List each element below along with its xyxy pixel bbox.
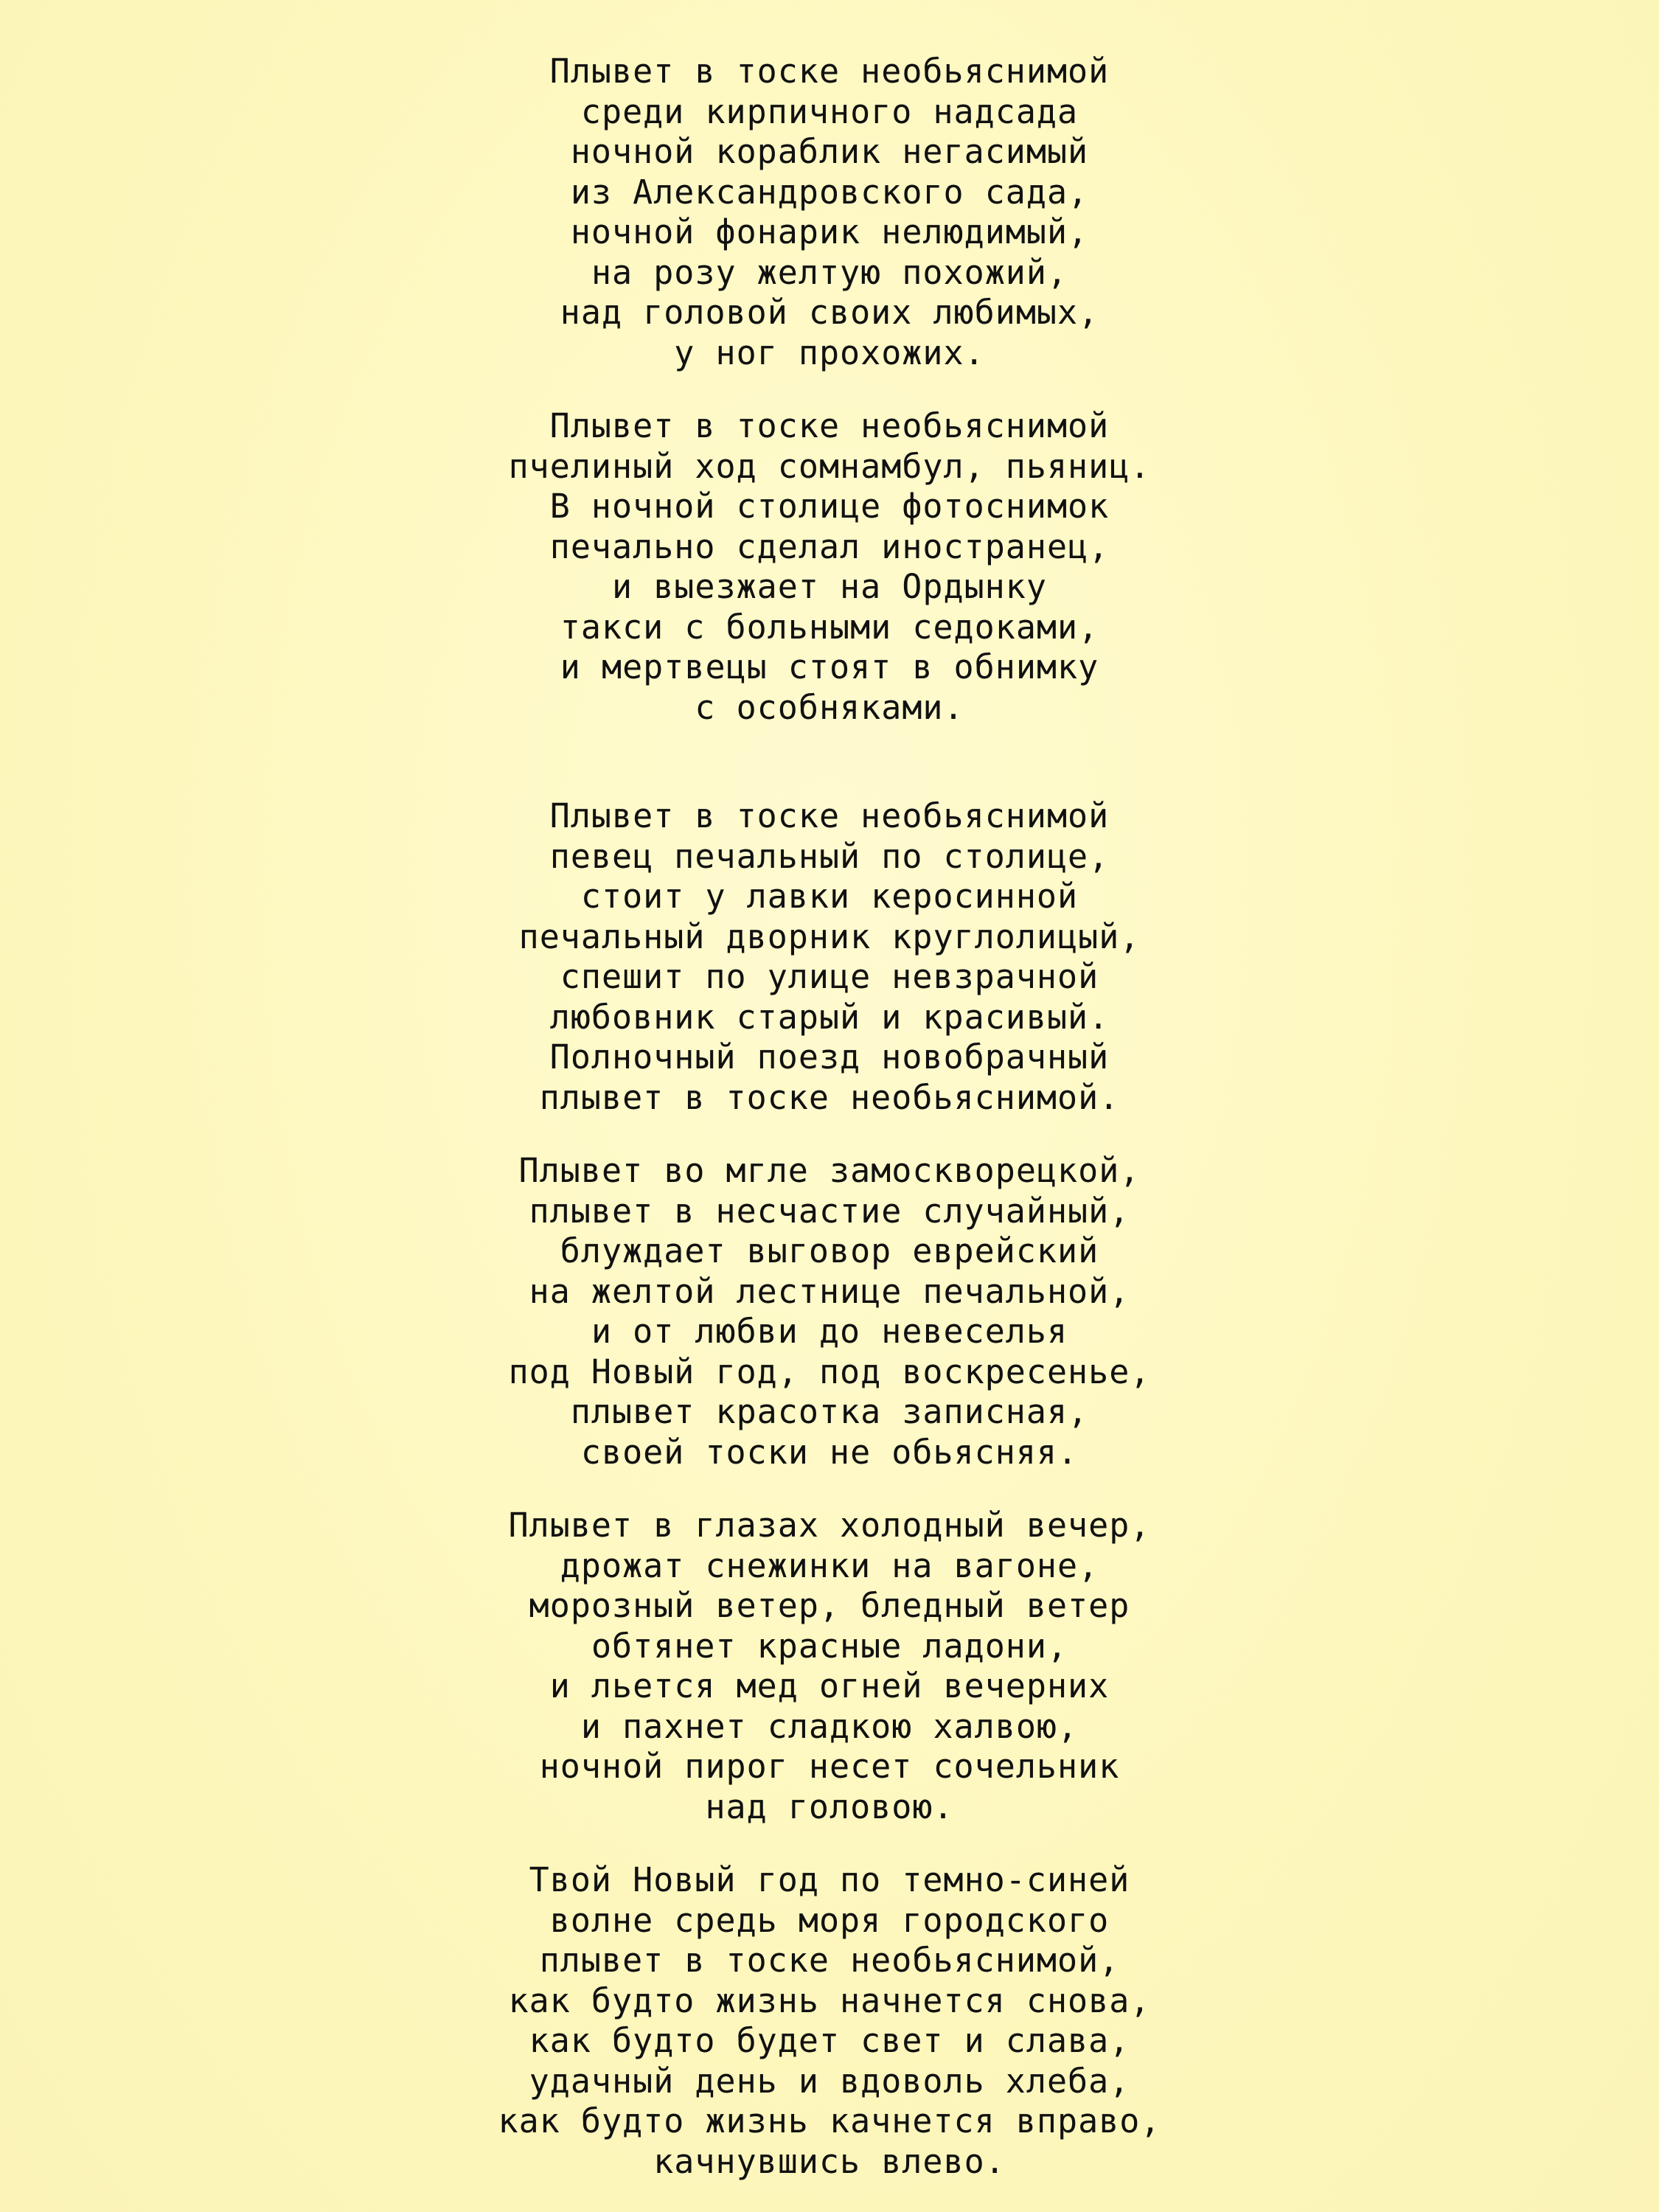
poem-line: стоит у лавки керосинной (580, 877, 1079, 916)
poem-line: плывет в несчастие случайный, (529, 1191, 1130, 1231)
poem-line: печальный дворник круглолицый, (518, 917, 1141, 956)
poem (0, 52, 1659, 2182)
poem-line: волне средь моря городского (549, 1900, 1110, 1940)
poem-line: и выезжает на Ордынку (612, 567, 1047, 606)
poem-line: на желтой лестнице печальной, (529, 1271, 1130, 1311)
poem-line: с особняками. (695, 687, 964, 727)
poem-line: у ног прохожих. (674, 333, 985, 372)
poem-line: удачный день и вдоволь хлеба, (529, 2061, 1130, 2101)
poem-line: блуждает выговор еврейский (560, 1231, 1099, 1270)
poem-line: В ночной столице фотоснимок (549, 487, 1110, 526)
stanza-3 (0, 796, 1659, 1118)
poem-line: Плывет в глазах холодный вечер, (508, 1506, 1151, 1545)
poem-line: под Новый год, под воскресенье, (508, 1352, 1151, 1391)
poem-line: ночной пирог несет сочельник (539, 1747, 1120, 1786)
stanza-6 (0, 1860, 1659, 2182)
poem-line: плывет в тоске необьяснимой, (539, 1941, 1120, 1980)
poem-line: среди кирпичного надсада (580, 91, 1079, 131)
stanza-2 (0, 406, 1659, 728)
poem-line: и льется мед огней вечерних (549, 1666, 1110, 1705)
poem-line: певец печальный по столице, (549, 836, 1110, 876)
poem-line: Плывет во мгле замоскворецкой, (518, 1151, 1141, 1190)
poem-line: Плывет в тоске необьяснимой (549, 52, 1110, 91)
stanza-1 (0, 52, 1659, 373)
poem-line: как будто жизнь начнется снова, (508, 1980, 1151, 2020)
poem-line: над головою. (705, 1787, 954, 1826)
poem-line: и от любви до невеселья (591, 1312, 1068, 1351)
poem-line: Полночный поезд новобрачный (549, 1037, 1110, 1077)
poem-line: пчелиный ход сомнамбул, пьяниц. (508, 446, 1151, 486)
poem-line: такси с больными седоками, (560, 607, 1099, 647)
poem-line: любовник старый и красивый. (549, 997, 1110, 1037)
poem-line: из Александровского сада, (570, 172, 1089, 212)
poem-line: Твой Новый год по темно-синей (529, 1860, 1130, 1899)
poem-line: ночной фонарик нелюдимый, (570, 212, 1089, 251)
poem-line: и пахнет сладкою халвою, (580, 1706, 1079, 1746)
poem-line: и мертвецы стоят в обнимку (560, 647, 1099, 686)
stanza-4 (0, 1151, 1659, 1472)
poem-line: как будто жизнь качнется вправо, (498, 2101, 1161, 2140)
stanza-5 (0, 1506, 1659, 1827)
poem-line: печально сделал иностранец, (549, 526, 1110, 566)
poem-line: спешит по улице невзрачной (560, 957, 1099, 996)
poem-line: качнувшись влево. (653, 2141, 1006, 2181)
poem-line: своей тоски не обьясняя. (580, 1432, 1079, 1472)
poem-line: Плывет в тоске необьяснимой (549, 796, 1110, 835)
poem-line: Плывет в тоске необьяснимой (549, 406, 1110, 445)
poem-line: морозный ветер, бледный ветер (529, 1586, 1130, 1625)
poem-line: над головой своих любимых, (560, 293, 1099, 332)
poem-line: плывет красотка записная, (570, 1392, 1089, 1431)
poem-line: обтянет красные ладони, (591, 1626, 1068, 1666)
poem-line: дрожат снежинки на вагоне, (560, 1545, 1099, 1585)
poem-line: как будто будет свет и слава, (529, 2021, 1130, 2060)
poem-line: ночной кораблик негасимый (570, 132, 1089, 171)
poem-line: плывет в тоске необьяснимой. (539, 1077, 1120, 1117)
poem-line: на розу желтую похожий, (591, 252, 1068, 292)
